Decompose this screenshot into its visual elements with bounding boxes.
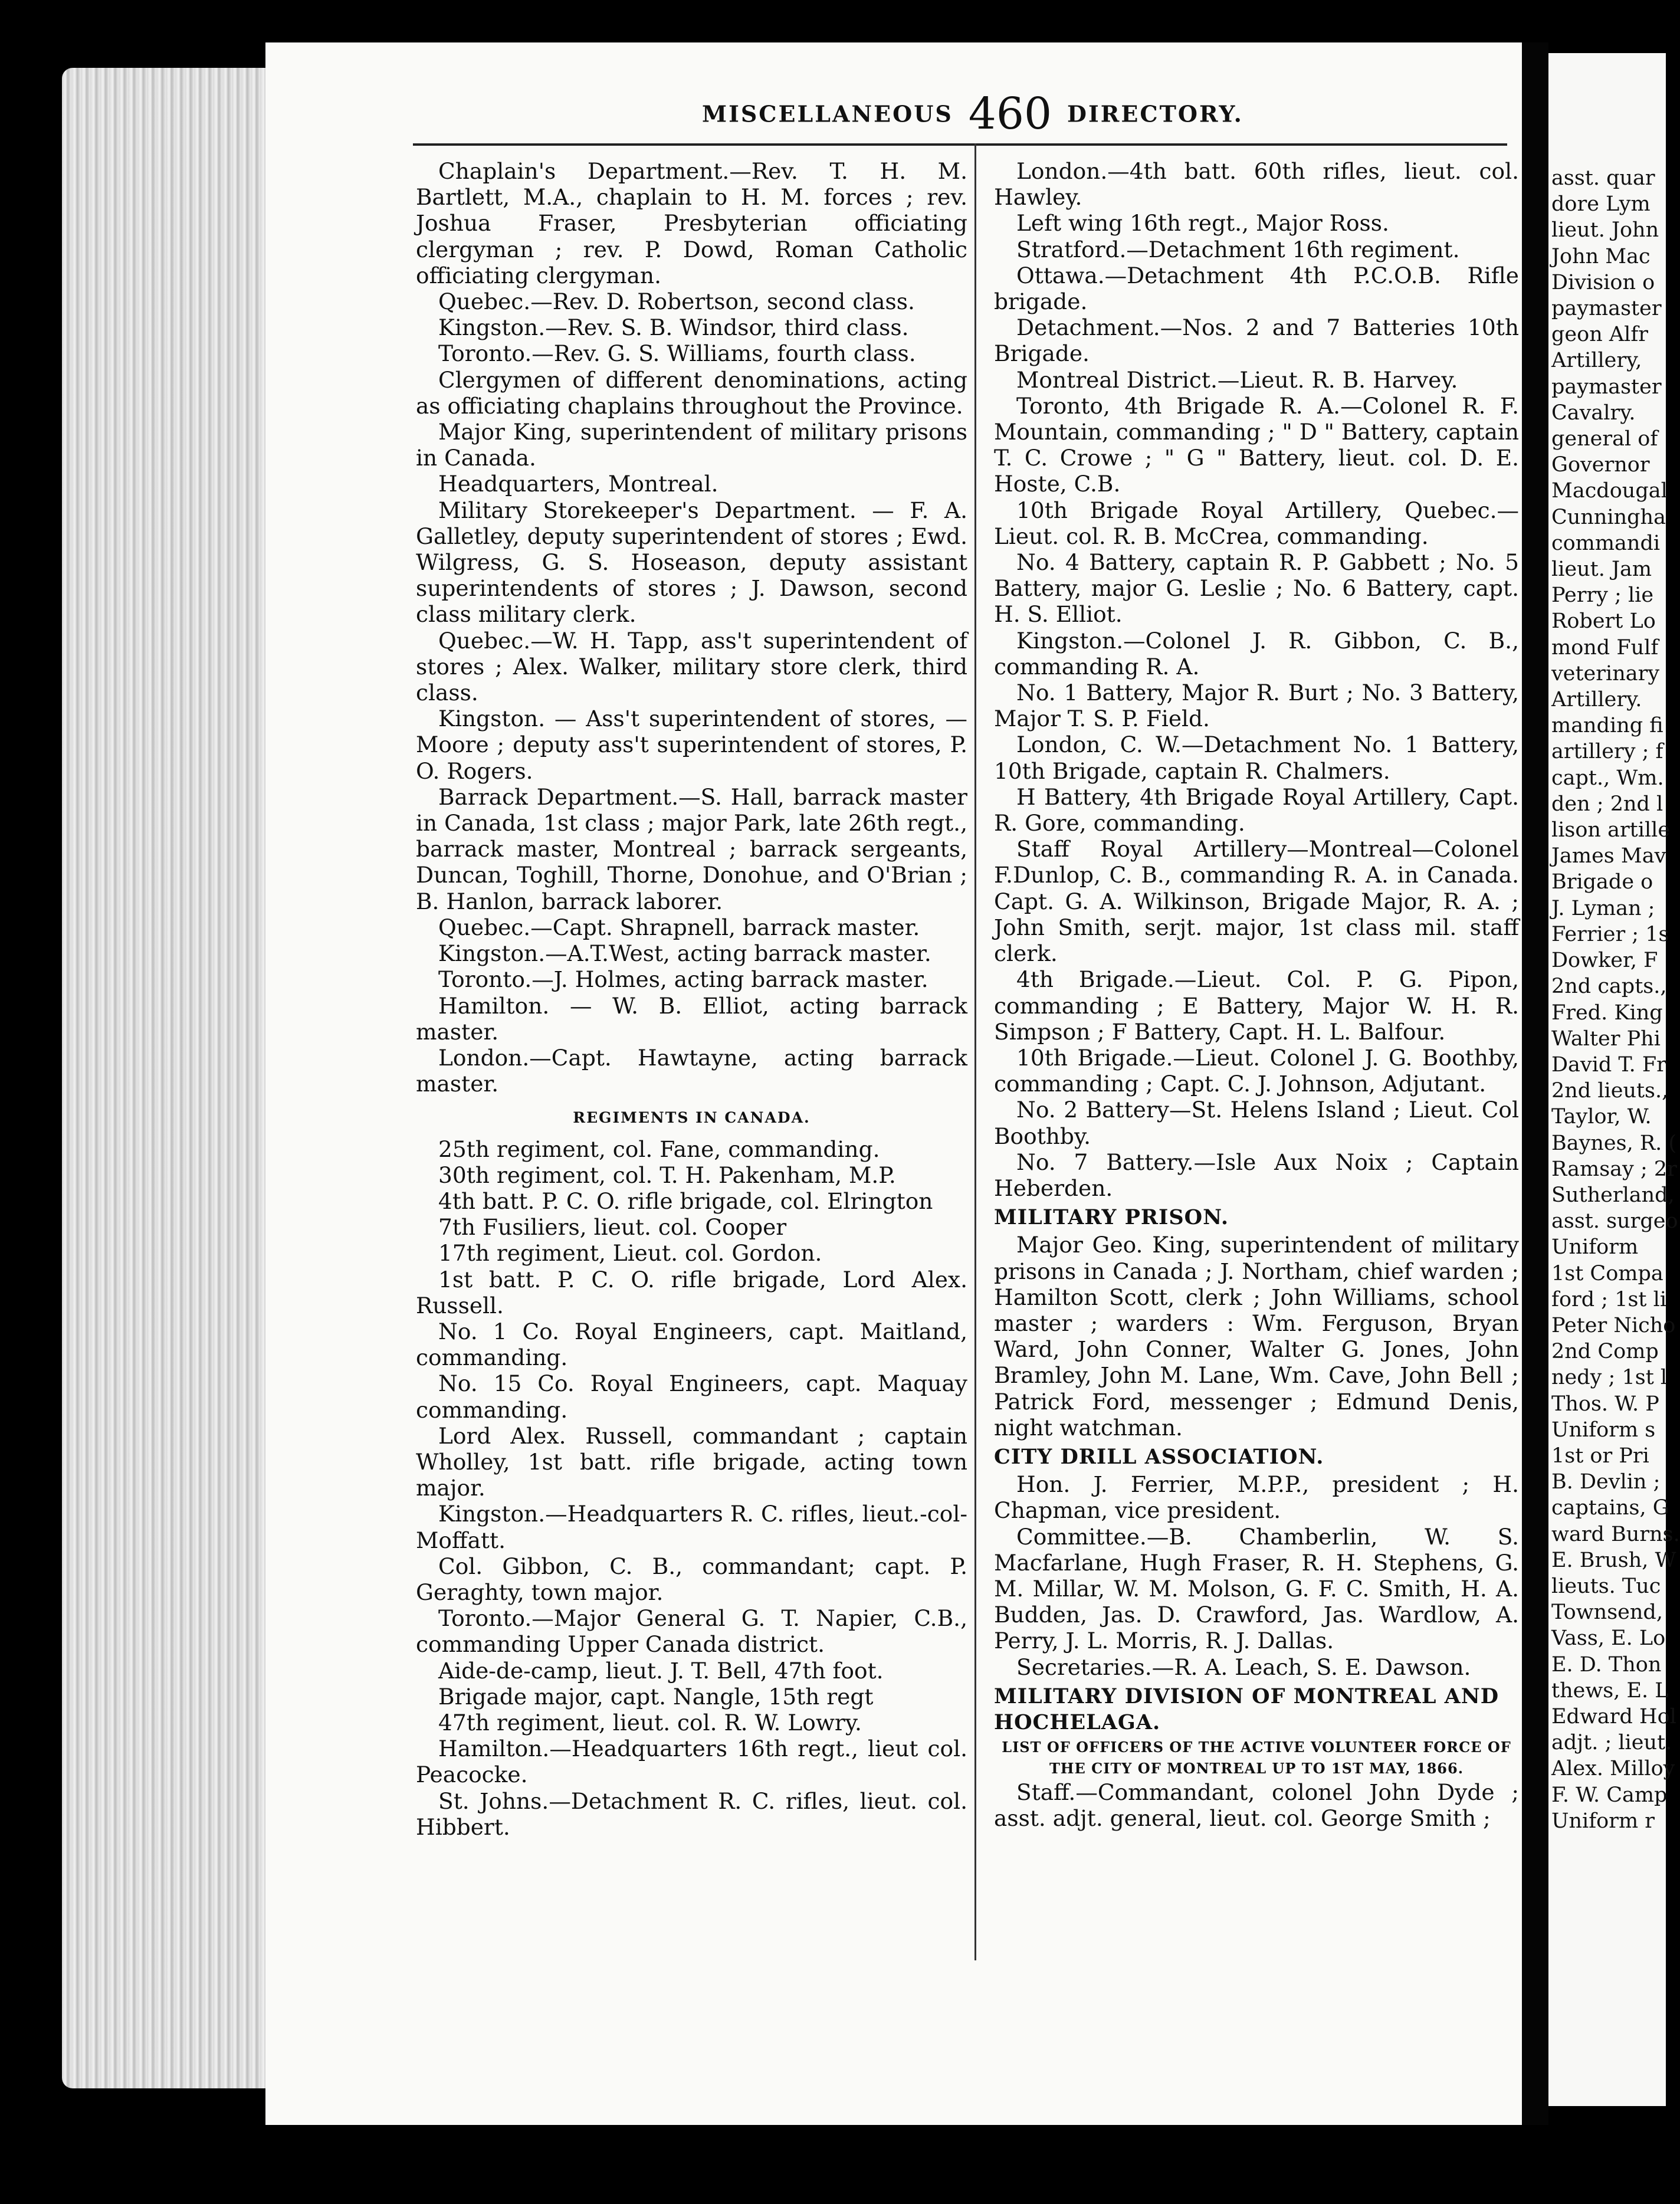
- fragment-line: captains, G: [1551, 1496, 1669, 1520]
- fragment-line: geon Alfr: [1551, 323, 1649, 347]
- fragment-line: paymaster: [1551, 375, 1662, 399]
- fragment-line: manding fi: [1551, 714, 1663, 738]
- fragment-line: lieut. John: [1551, 218, 1659, 242]
- fragment-line: asst. quar: [1551, 166, 1655, 190]
- regiment-entry: No. 15 Co. Royal Engineers, capt. Maquay commanding.: [416, 1370, 967, 1423]
- military-division-text: Staff.—Commandant, colonel John Dyde ; asst. adjt. general, lieut. col. George Smith ;: [994, 1779, 1519, 1832]
- paragraph: 10th Brigade Royal Artillery, Quebec.—Lieut. col. R. B. McCrea, commanding.: [994, 497, 1519, 549]
- paragraph: No. 2 Battery—St. Helens Island ; Lieut. Col Boothby.: [994, 1097, 1519, 1149]
- paragraph: Major King, superintendent of military prisons in Canada.: [416, 419, 967, 471]
- fragment-line: Baynes, R. (: [1551, 1131, 1677, 1155]
- fragment-line: Uniform: [1551, 1235, 1639, 1260]
- column-divider: [974, 143, 976, 1960]
- fragment-line: lieut. Jam: [1551, 557, 1652, 582]
- fragment-line: dore Lym: [1551, 192, 1651, 217]
- city-drill-paragraph: Secretaries.—R. A. Leach, S. E. Dawson.: [1016, 1654, 1471, 1680]
- paragraph: Quebec.—Rev. D. Robertson, second class.: [438, 288, 915, 315]
- fragment-line: mond Fulf: [1551, 635, 1659, 660]
- fragment-line: E. Brush, W: [1551, 1548, 1676, 1572]
- military-division-heading: MILITARY DIVISION OF MONTREAL AND HOCHELAGA.: [994, 1684, 1499, 1734]
- paragraph: Quebec.—Capt. Shrapnell, barrack master.: [438, 914, 920, 940]
- paragraph: Kingston.—A.T.West, acting barrack master.: [438, 940, 931, 967]
- regiment-entry: Col. Gibbon, C. B., commandant; capt. P. Geraghty, town major.: [416, 1553, 967, 1605]
- fragment-line: ford ; 1st li: [1551, 1287, 1667, 1311]
- paragraph: H Battery, 4th Brigade Royal Artillery, Capt. R. Gore, commanding.: [994, 783, 1519, 837]
- regiment-entry: Lord Alex. Russell, commandant ; captain Wholley, 1st batt. rifle brigade, acting town major.: [416, 1422, 967, 1501]
- fragment-line: ward Burns.: [1551, 1522, 1680, 1546]
- fragment-line: Artillery.: [1551, 688, 1642, 712]
- fragment-line: Ramsay ; 2r: [1551, 1157, 1677, 1181]
- paragraph: Chaplain's Department.—Rev. T. H. M. Bartlett, M.A., chaplain to H. M. forces ; rev. Joshua Fraser, Presbyterian officiating clergyman ; rev. P. Dowd, Roman Catholic officiating clergyman.: [416, 158, 967, 288]
- paragraph: Toronto.—J. Holmes, acting barrack master.: [438, 966, 928, 993]
- fragment-line: nedy ; 1st l: [1551, 1366, 1668, 1390]
- fragment-line: Uniform s: [1551, 1418, 1656, 1442]
- paragraph: Hamilton. — W. B. Elliot, acting barrack master.: [416, 992, 967, 1045]
- paragraph: Toronto.—Rev. G. S. Williams, fourth class.: [438, 340, 916, 367]
- fragment-line: 1st Compa: [1551, 1261, 1663, 1285]
- paragraph: Headquarters, Montreal.: [438, 471, 718, 497]
- paragraph: No. 7 Battery.—Isle Aux Noix ; Captain Heberden.: [994, 1149, 1519, 1201]
- fragment-line: adjt. ; lieut.: [1551, 1731, 1672, 1755]
- running-header: [702, 88, 1243, 139]
- book-gutter: [1522, 42, 1548, 2125]
- paragraph: No. 1 Battery, Major R. Burt ; No. 3 Battery, Major T. S. P. Field.: [994, 680, 1519, 732]
- fragment-line: 2nd lieuts.,: [1551, 1079, 1669, 1103]
- regiment-entry: Toronto.—Major General G. T. Napier, C.B., commanding Upper Canada district.: [416, 1605, 967, 1658]
- fragment-line: F. W. Camp: [1551, 1783, 1668, 1807]
- paragraph: Ottawa.—Detachment 4th P.C.O.B. Rifle brigade.: [994, 262, 1519, 315]
- fragment-line: 2nd capts.,: [1551, 975, 1667, 999]
- fragment-line: lieuts. Tuc: [1551, 1574, 1661, 1598]
- paragraph: Stratford.—Detachment 16th regiment.: [1016, 236, 1460, 263]
- regiment-entry: St. Johns.—Detachment R. C. rifles, lieut. col. Hibbert.: [416, 1788, 967, 1840]
- fragment-line: Cunningha: [1551, 505, 1666, 529]
- fragment-line: asst. surgeo: [1551, 1209, 1678, 1234]
- fragment-line: Sutherland,: [1551, 1183, 1675, 1207]
- fragment-line: 1st or Pri: [1551, 1444, 1649, 1468]
- paragraph: Detachment.—Nos. 2 and 7 Batteries 10th Brigade.: [994, 314, 1519, 367]
- fragment-line: Walter Phi: [1551, 1026, 1661, 1051]
- city-drill-heading: CITY DRILL ASSOCIATION.: [994, 1444, 1324, 1469]
- paragraph: Staff Royal Artillery—Montreal—Colonel F.Dunlop, C. B., commanding R. A. in Canada. Capt. G. A. Wilkinson, Brigade Major, R. A. ; John Smith, serjt. major, 1st class mil. staff clerk.: [994, 836, 1519, 967]
- fragment-line: B. Devlin ;: [1551, 1470, 1661, 1494]
- paragraph: No. 4 Battery, captain R. P. Gabbett ; No. 5 Battery, major G. Leslie ; No. 6 Battery, capt. H. S. Elliot.: [994, 549, 1519, 628]
- fragment-line: Vass, E. Lo: [1551, 1626, 1666, 1651]
- regiment-entry: 4th batt. P. C. O. rifle brigade, col. Elrington: [438, 1188, 933, 1214]
- fragment-line: E. D. Thon: [1551, 1652, 1662, 1677]
- fragment-line: den ; 2nd l: [1551, 792, 1663, 816]
- fragment-line: James Mav: [1551, 844, 1666, 868]
- left-column: [416, 158, 967, 1840]
- fragment-line: Peter Nicho: [1551, 1313, 1676, 1337]
- regiment-entry: 47th regiment, lieut. col. R. W. Lowry.: [438, 1709, 862, 1736]
- paragraph: Clergymen of different denominations, acting as officiating chaplains throughout the Province.: [416, 366, 967, 419]
- fragment-line: Division o: [1551, 270, 1655, 294]
- regiment-entry: Aide-de-camp, lieut. J. T. Bell, 47th foot.: [438, 1657, 884, 1684]
- fragment-line: commandi: [1551, 531, 1661, 555]
- fragment-line: Townsend,: [1551, 1600, 1663, 1625]
- fragment-line: Artillery,: [1551, 349, 1642, 373]
- paragraph: Kingston.—Rev. S. B. Windsor, third class.: [438, 314, 909, 341]
- regiment-entry: 25th regiment, col. Fane, commanding.: [438, 1136, 880, 1162]
- fragment-line: Ferrier ; 1s: [1551, 922, 1669, 946]
- paragraph: Kingston. — Ass't superintendent of stores, —Moore ; deputy ass't superintendent of stores, P. O. Rogers.: [416, 706, 967, 784]
- military-prison-heading: MILITARY PRISON.: [994, 1205, 1229, 1230]
- paragraph: Barrack Department.—S. Hall, barrack master in Canada, 1st class ; major Park, late 26th regt., barrack master, Montreal ; barrack sergeants, Duncan, Toghill, Thorne, Donohue, and O'Brian ; B. Hanlon, barrack laborer.: [416, 783, 967, 914]
- paragraph: Montreal District.—Lieut. R. B. Harvey.: [1016, 366, 1458, 393]
- fragment-line: Perry ; lie: [1551, 583, 1654, 608]
- fragment-line: Macdougal: [1551, 479, 1668, 503]
- military-division-subheading: LIST OF OFFICERS OF THE ACTIVE VOLUNTEER FORCE OF THE CITY OF MONTREAL UP TO 1ST MAY, 1866.: [1002, 1739, 1511, 1777]
- fragment-line: general of: [1551, 427, 1658, 451]
- regiment-entry: Brigade major, capt. Nangle, 15th regt: [438, 1683, 874, 1710]
- fragment-line: Dowker, F: [1551, 949, 1658, 973]
- paragraph: Military Storekeeper's Department. — F. A. Galletley, deputy superintendent of stores ; Ewd. Wilgress, G. S. Hoseason, deputy assistant superintendents of stores ; J. Dawson, second class military clerk.: [416, 497, 967, 628]
- middle-column: [994, 158, 1519, 1832]
- fragment-line: veterinary: [1551, 661, 1660, 686]
- regiments-heading: REGIMENTS IN CANADA.: [573, 1109, 811, 1127]
- header-right-word: DIRECTORY.: [1067, 100, 1243, 127]
- city-drill-paragraph: Committee.—B. Chamberlin, W. S. Macfarlane, Hugh Fraser, R. H. Stephens, G. M. Millar, W. M. Molson, G. F. C. Smith, H. A. Budden, Jas. D. Crawford, Jas. Wardlow, A. Perry, J. L. Morris, R. J. Dallas.: [994, 1523, 1519, 1654]
- city-drill-paragraph: Hon. J. Ferrier, M.P.P., president ; H. Chapman, vice president.: [994, 1471, 1519, 1524]
- paragraph: Quebec.—W. H. Tapp, ass't superintendent of stores ; Alex. Walker, military store clerk, third class.: [416, 627, 967, 706]
- fragment-line: Robert Lo: [1551, 609, 1656, 634]
- fragment-line: Thos. W. P: [1551, 1392, 1659, 1416]
- fragment-line: Fred. King: [1551, 1001, 1663, 1025]
- fragment-line: Uniform r: [1551, 1809, 1655, 1833]
- regiment-entry: 30th regiment, col. T. H. Pakenham, M.P.: [438, 1162, 896, 1188]
- regiment-entry: No. 1 Co. Royal Engineers, capt. Maitland, commanding.: [416, 1318, 967, 1371]
- fragment-line: John Mac: [1551, 244, 1651, 268]
- paragraph: 4th Brigade.—Lieut. Col. P. G. Pipon, commanding ; E Battery, Major W. H. R. Simpson ; F Battery, Capt. H. L. Balfour.: [994, 966, 1519, 1045]
- fragment-line: Governor: [1551, 453, 1650, 477]
- regiment-entry: 1st batt. P. C. O. rifle brigade, Lord Alex. Russell.: [416, 1266, 967, 1319]
- regiment-entry: Hamilton.—Headquarters 16th regt., lieut col. Peacocke.: [416, 1736, 967, 1788]
- paragraph: Left wing 16th regt., Major Ross.: [1016, 210, 1389, 237]
- fragment-line: Alex. Milloy: [1551, 1757, 1675, 1781]
- fragment-line: David T. Fr: [1551, 1052, 1666, 1077]
- fragment-line: Cavalry.: [1551, 401, 1636, 425]
- regiment-entry: 7th Fusiliers, lieut. col. Cooper: [438, 1214, 787, 1241]
- paragraph: Toronto, 4th Brigade R. A.—Colonel R. F. Mountain, commanding ; " D " Battery, captain T. C. Crowe ; " G " Battery, lieut. col. D. E. Hoste, C.B.: [994, 392, 1520, 497]
- regiment-entry: Kingston.—Headquarters R. C. rifles, lieut.-col-Moffatt.: [416, 1501, 967, 1553]
- fragment-line: artillery ; f: [1551, 740, 1663, 764]
- page-number: 460: [968, 88, 1052, 139]
- fragment-line: Taylor, W.: [1551, 1105, 1652, 1129]
- paragraph: London, C. W.—Detachment No. 1 Battery, 10th Brigade, captain R. Chalmers.: [994, 732, 1519, 784]
- fragment-line: Edward Hol: [1551, 1704, 1676, 1729]
- fragment-line: capt., Wm.: [1551, 766, 1664, 790]
- fragment-line: J. Lyman ;: [1551, 896, 1655, 920]
- fragment-line: Brigade o: [1551, 870, 1653, 894]
- fragment-line: paymaster: [1551, 297, 1662, 321]
- fragment-line: lison artille: [1551, 818, 1671, 842]
- paragraph: 10th Brigade.—Lieut. Colonel J. G. Boothby, commanding ; Capt. C. J. Johnson, Adjutant.: [994, 1044, 1519, 1097]
- header-left-word: MISCELLANEOUS: [702, 100, 953, 127]
- header-rule: [413, 143, 1507, 146]
- military-prison-text: Major Geo. King, superintendent of military prisons in Canada ; J. Northam, chief warden ; Hamilton Scott, clerk ; John Williams, school master ; warders : Wm. Ferguson, Bryan Ward, John Conner, Walter G. Jones, John Bramley, John M. Lane, Wm. Cave, John Bell ; Patrick Ford, messenger ; Edmund Denis, night watchman.: [994, 1232, 1519, 1441]
- paragraph: London.—4th batt. 60th rifles, lieut. col. Hawley.: [994, 158, 1519, 211]
- regiment-entry: 17th regiment, Lieut. col. Gordon.: [438, 1240, 822, 1267]
- fragment-line: thews, E. L: [1551, 1678, 1669, 1703]
- paragraph: London.—Capt. Hawtayne, acting barrack master.: [416, 1044, 967, 1097]
- book-page-edges: [62, 68, 265, 2088]
- fragment-line: 2nd Comp: [1551, 1340, 1659, 1364]
- right-page-text-fragments: [1551, 165, 1680, 1834]
- paragraph: Kingston.—Colonel J. R. Gibbon, C. B., commanding R. A.: [994, 627, 1519, 680]
